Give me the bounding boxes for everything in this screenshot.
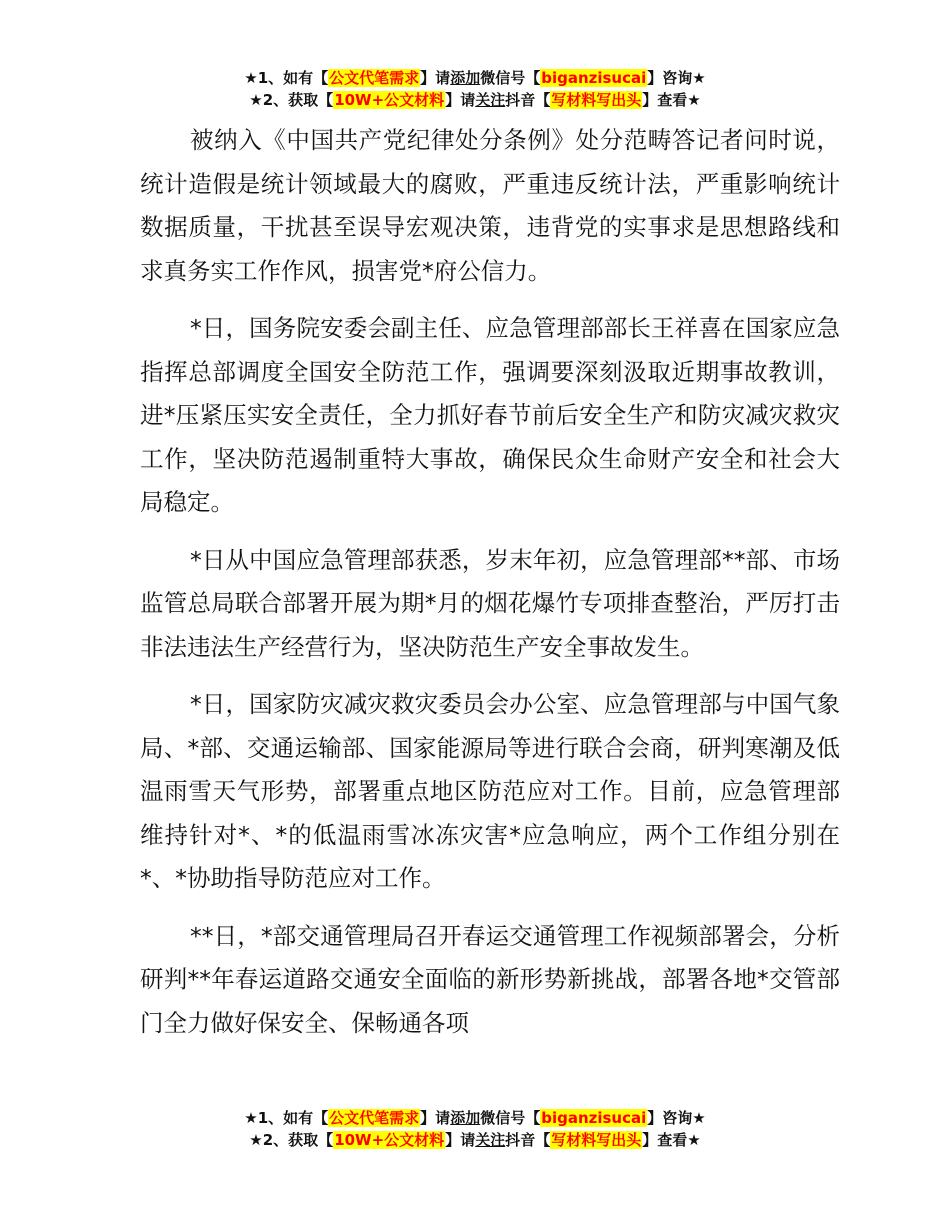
footer-banner — [0, 1107, 950, 1151]
banner-text: 抖音【 — [505, 91, 551, 109]
paragraph: **日，*部交通管理局召开春运交通管理工作视频部署会，分析研判**年春运道路交通安全面临的新形势新挑战，部署各地*交管部门全力做好保安全、保畅通各项 — [140, 921, 840, 1037]
banner-text: 】咨询★ — [647, 1109, 706, 1127]
banner-text: 】请 — [420, 1109, 451, 1127]
highlight-service: 公文代笔需求 — [329, 69, 420, 87]
banner-underlined-text: 添加 — [450, 69, 481, 87]
banner-text: 】请 — [420, 69, 451, 87]
highlight-service: 公文代笔需求 — [329, 1109, 420, 1127]
paragraph: *日从中国应急管理部获悉，岁末年初，应急管理部**部、市场监管总局联合部署开展为期*月的烟花爆竹专项排查整治，严厉打击非法违法生产经营行为，坚决防范生产安全事故发生。 — [140, 545, 840, 661]
highlight-wechat-id: biganzisucai — [541, 69, 647, 87]
banner-line-2 — [0, 1129, 950, 1151]
banner-line-1 — [0, 1107, 950, 1129]
highlight-wechat-id: biganzisucai — [541, 1109, 647, 1127]
banner-text: 】请 — [445, 1131, 476, 1149]
banner-underlined-text: 关注 — [475, 1131, 506, 1149]
paragraph: 被纳入《中国共产党纪律处分条例》处分范畴答记者问时说，统计造假是统计领域最大的腐败，严重违反统计法，严重影响统计数据质量，干扰甚至误导宏观决策，违背党的实事求是思想路线和求真务实工作作风，损害党*府公信力。 — [140, 126, 840, 285]
banner-text: 】请 — [445, 91, 476, 109]
highlight-douyin-account: 写材料写出头 — [551, 91, 642, 109]
banner-text: ★2、获取【 — [249, 1131, 334, 1149]
paragraph: *日，国务院安委会副主任、应急管理部部长王祥喜在国家应急指挥总部调度全国安全防范工作，强调要深刻汲取近期事故教训，进*压紧压实安全责任，全力抓好春节前后安全生产和防灾减灾救灾工作，坚决防范遏制重特大事故，确保民众生命财产安全和社会大局稳定。 — [140, 314, 840, 516]
banner-text: 】查看★ — [642, 91, 701, 109]
highlight-materials: 10W+公文材料 — [334, 91, 445, 109]
banner-underlined-text: 添加 — [450, 1109, 481, 1127]
banner-underlined-text: 关注 — [475, 91, 506, 109]
paragraph: *日，国家防灾减灾救灾委员会办公室、应急管理部与中国气象局、*部、交通运输部、国家能源局等进行联合会商，研判寒潮及低温雨雪天气形势，部署重点地区防范应对工作。目前，应急管理部维持针对*、*的低温雨雪冰冻灾害*应急响应，两个工作组分别在*、*协助指导防范应对工作。 — [140, 690, 840, 892]
banner-text: 抖音【 — [505, 1131, 551, 1149]
banner-text: ★2、获取【 — [249, 91, 334, 109]
banner-text: 微信号【 — [480, 69, 541, 87]
header-banner — [0, 67, 950, 111]
document-body — [140, 119, 840, 1059]
banner-text: 】咨询★ — [647, 69, 706, 87]
highlight-materials: 10W+公文材料 — [334, 1131, 445, 1149]
banner-text: ★1、如有【 — [244, 1109, 329, 1127]
banner-text: ★1、如有【 — [244, 69, 329, 87]
banner-text: 微信号【 — [480, 1109, 541, 1127]
banner-line-1 — [0, 67, 950, 89]
banner-line-2 — [0, 89, 950, 111]
highlight-douyin-account: 写材料写出头 — [551, 1131, 642, 1149]
banner-text: 】查看★ — [642, 1131, 701, 1149]
